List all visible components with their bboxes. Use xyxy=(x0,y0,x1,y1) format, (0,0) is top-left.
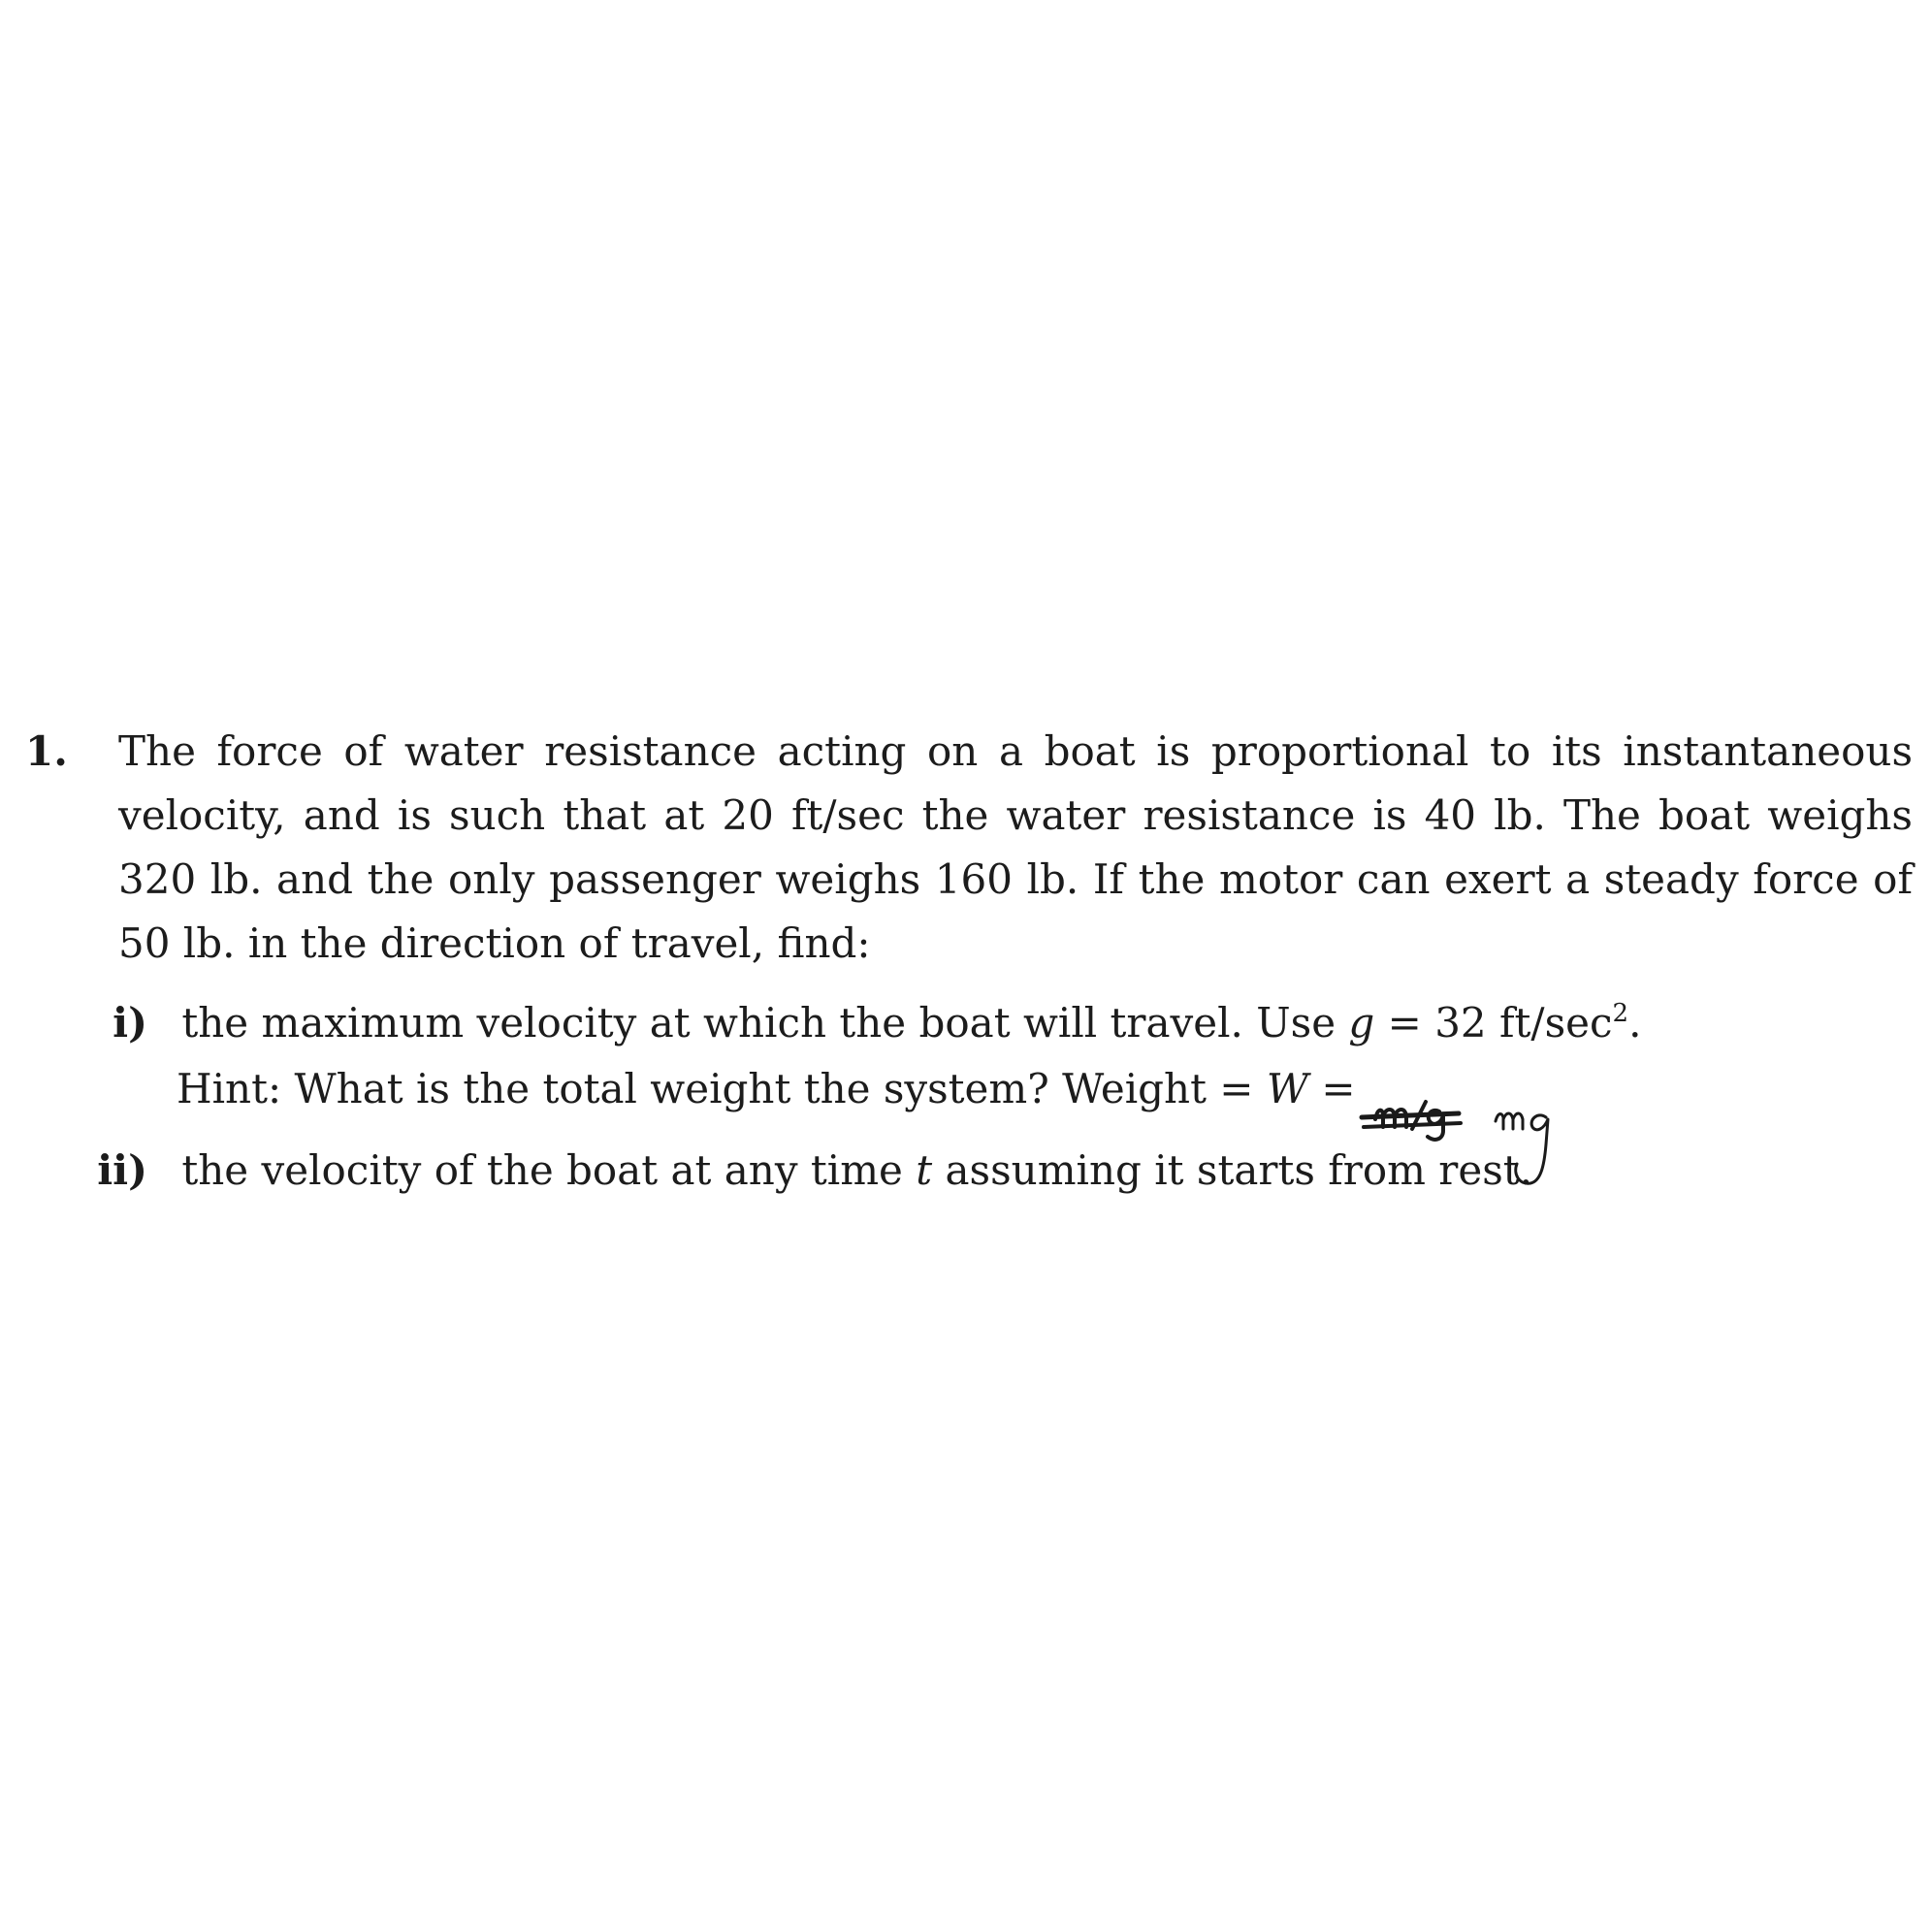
part-i-label: i) xyxy=(113,999,147,1046)
statement-line: 320 lb. and the only passenger weighs 160 lb. If the motor can exert a steady force of xyxy=(118,855,1913,903)
w-variable: W xyxy=(1266,1065,1309,1112)
part-ii-label: ii) xyxy=(97,1146,147,1194)
problem-number: 1. xyxy=(25,727,68,775)
part-ii-text: the velocity of the boat at any time xyxy=(181,1146,917,1194)
g-exponent: 2 xyxy=(1612,999,1629,1028)
mg-handwriting xyxy=(1496,1113,1548,1183)
part-i-text: the maximum velocity at which the boat will travel. Use xyxy=(181,999,1349,1046)
statement-line: velocity, and is such that at 20 ft/sec the water resistance is 40 lb. The boat weighs xyxy=(118,791,1913,839)
hint-line xyxy=(177,1057,1356,1121)
handwritten-correction xyxy=(1358,1075,1629,1201)
g-equation: = 32 ft/sec xyxy=(1374,999,1613,1046)
part-i xyxy=(105,991,1641,1055)
statement-line: The force of water resistance acting on a boat is proportional to its instantaneous xyxy=(118,727,1913,775)
part-ii-text-end: assuming it starts from rest. xyxy=(932,1146,1533,1194)
part-i-end: . xyxy=(1628,999,1642,1046)
struck-mg-handwriting xyxy=(1362,1102,1461,1140)
problem-statement xyxy=(118,720,1913,976)
hint-equals: = xyxy=(1308,1065,1356,1112)
g-variable: g xyxy=(1348,999,1375,1046)
part-ii xyxy=(85,1139,1532,1203)
hint-text: Hint: What is the total weight the system? Weight = xyxy=(177,1065,1267,1112)
statement-line: 50 lb. in the direction of travel, find: xyxy=(118,919,871,967)
t-variable: t xyxy=(916,1146,933,1194)
